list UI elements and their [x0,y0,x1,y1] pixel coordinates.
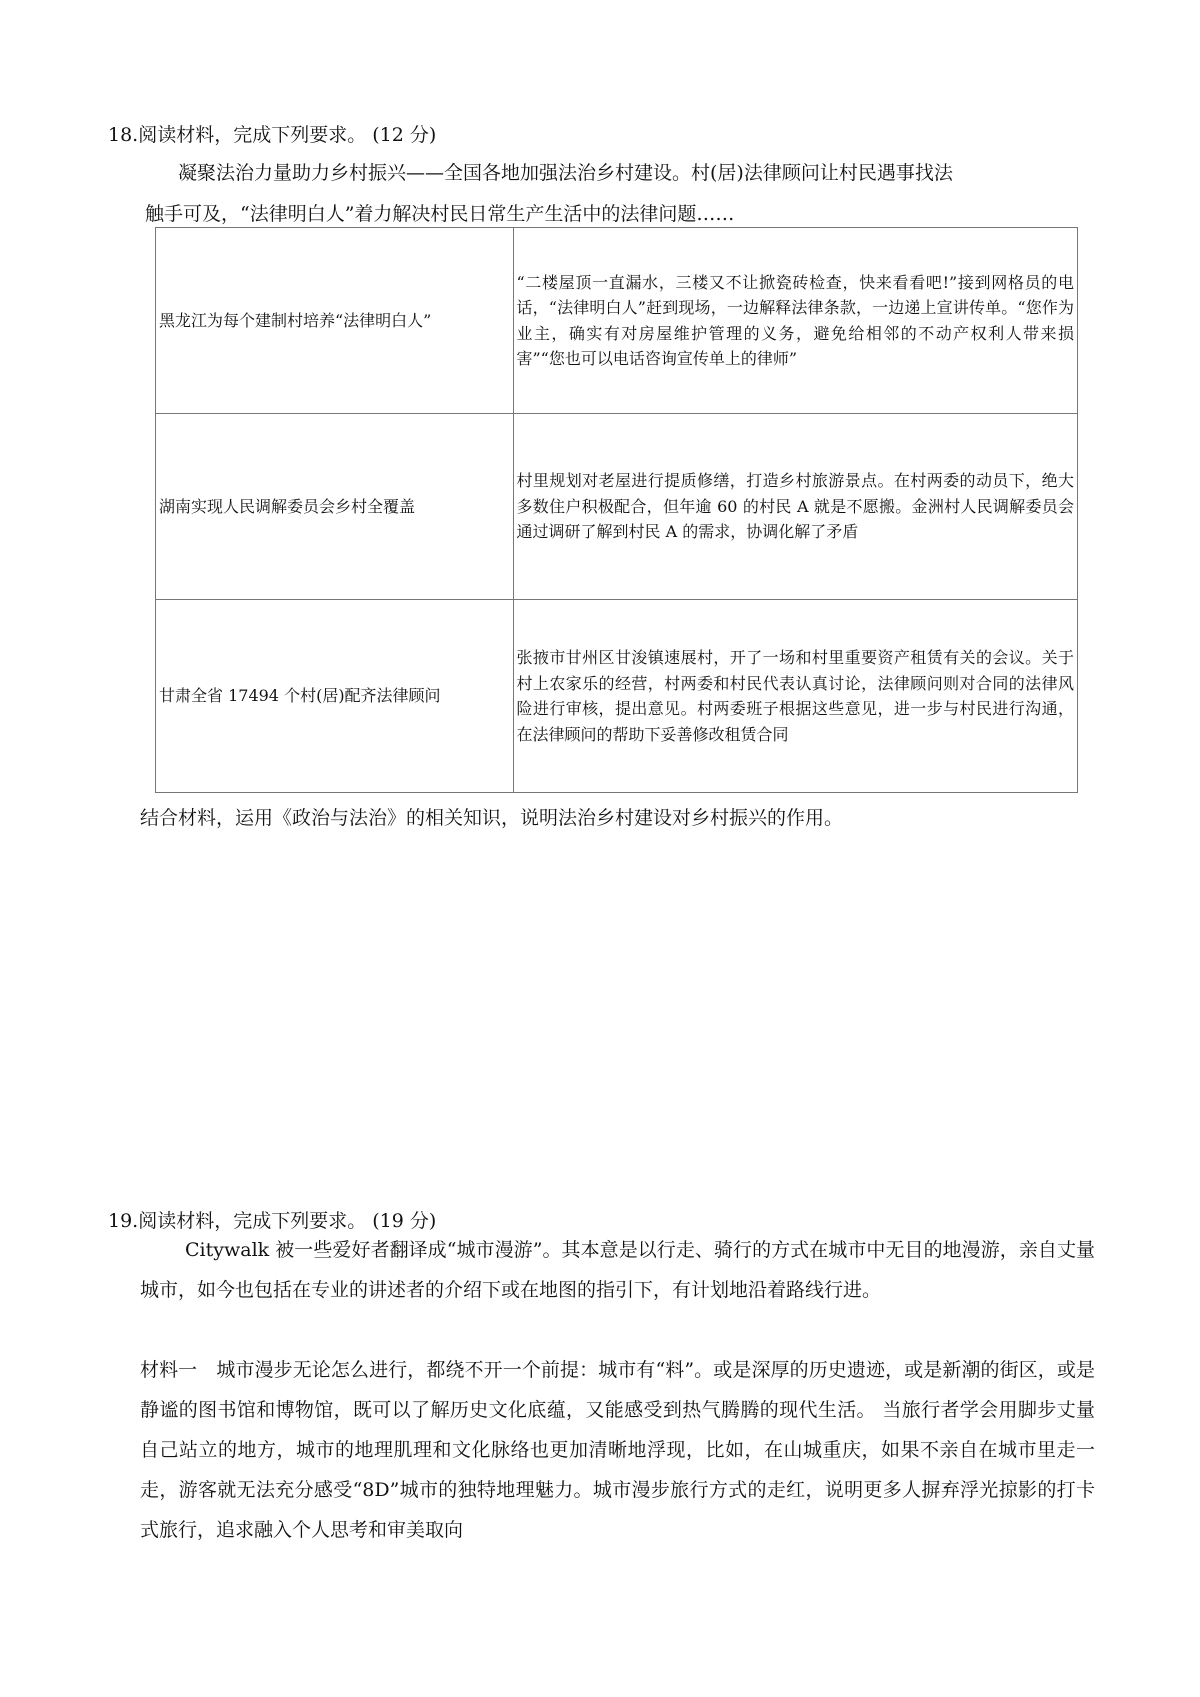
question-18-prompt: 结合材料，运用《政治与法治》的相关知识，说明法治乡村建设对乡村振兴的作用。 [140,807,844,829]
table-cell-case: “二楼屋顶一直漏水，三楼又不让掀瓷砖检查，快来看看吧!”接到网格员的电话，“法律明白人”赶到现场，一边解释法律条款，一边递上宣讲传单。“您作为业主，确实有对房屋维护管理的义务，避免给相邻的不动产权利人带来损害”“您也可以电话咨询宣传单上的律师” [513,228,1078,414]
material-table [155,227,1078,793]
table-cell-case: 张掖市甘州区甘浚镇速展村，开了一场和村里重要资产租赁有关的会议。关于村上农家乐的经营，村两委和村民代表认真讨论，法律顾问则对合同的法律风险进行审核，提出意见。村两委班子根据这些意见，进一步与村民进行沟通，在法律顾问的帮助下妥善修改租赁合同 [513,600,1078,793]
table-row [156,600,1078,793]
question-18-title: 18.阅读材料，完成下列要求。 (12 分) [108,124,437,146]
question-19-intro: Citywalk 被一些爱好者翻译成“城市漫游”。其本意是以行走、骑行的方式在城市中无目的地漫游，亲自丈量城市，如今也包括在专业的讲述者的介绍下或在地图的指引下，有计划地沿着路线行进。 [140,1239,1095,1301]
table-row [156,228,1078,414]
table-cell-case: 村里规划对老屋进行提质修缮，打造乡村旅游景点。在村两委的动员下，绝大多数住户积极配合，但年逾 60 的村民 A 就是不愿搬。金洲村人民调解委员会通过调研了解到村民 A 的需求，协调化解了矛盾 [513,414,1078,600]
table-cell-region: 甘肃全省 17494 个村(居)配齐法律顾问 [156,600,514,793]
table-cell-region: 黑龙江为每个建制村培养“法律明白人” [156,228,514,414]
question-18-intro-line-2: 触手可及，“法律明白人”着力解决村民日常生产生活中的法律问题…… [145,203,735,225]
table-row [156,414,1078,600]
question-18-intro-line-1: 凝聚法治力量助力乡村振兴——全国各地加强法治乡村建设。村(居)法律顾问让村民遇事找法 [178,162,953,184]
table-cell-region: 湖南实现人民调解委员会乡村全覆盖 [156,414,514,600]
question-19-title: 19.阅读材料，完成下列要求。 (19 分) [108,1210,437,1232]
question-19-material-1: 材料一 城市漫步无论怎么进行，都绕不开一个前提：城市有“料”。或是深厚的历史遗迹，或是新潮的街区，或是静谧的图书馆和博物馆，既可以了解历史文化底蕴，又能感受到热气腾腾的现代生活。 当旅行者学会用脚步丈量自己站立的地方，城市的地理肌理和文化脉络也更加清晰地浮现，比如，在山城重庆，如果不亲自在城市里走一走，游客就无法充分感受“8D”城市的独特地理魅力。城市漫步旅行方式的走红，说明更多人摒弃浮光掠影的打卡式旅行，追求融入个人思考和审美取向 [140,1359,1095,1541]
